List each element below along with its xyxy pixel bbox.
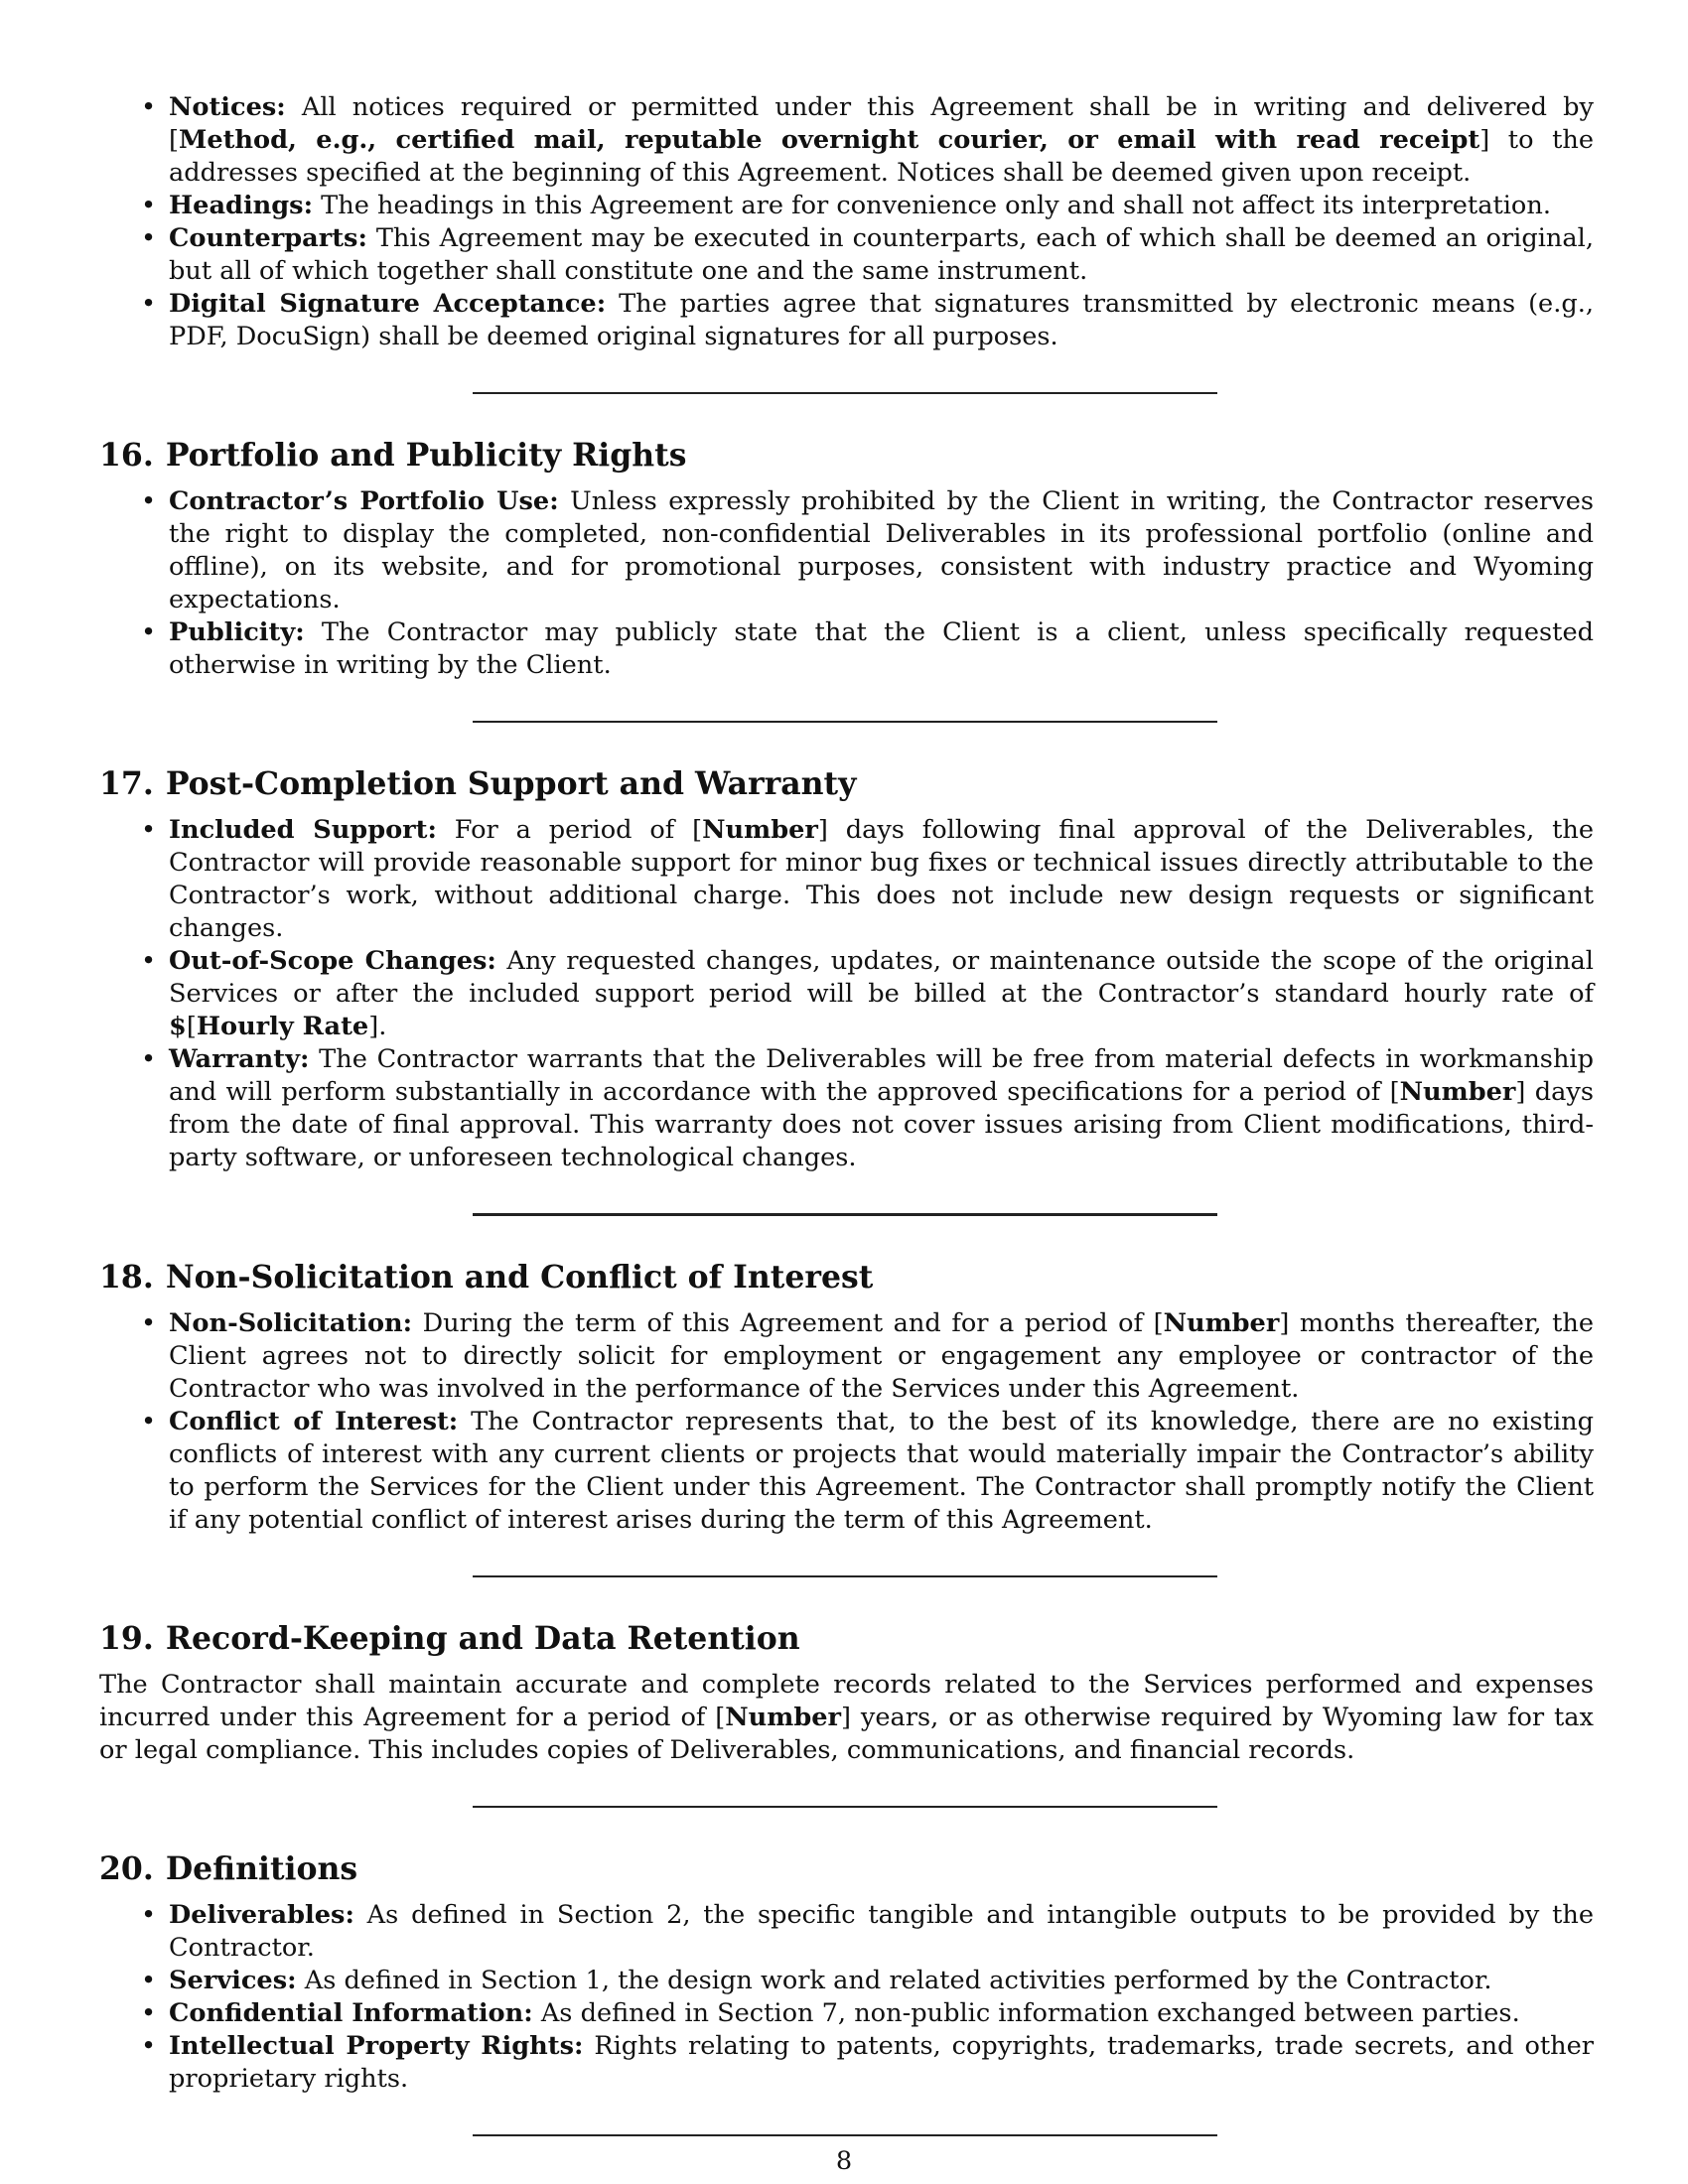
section-number: 17. [99, 765, 154, 802]
item-text: ] days following final approval of the Deliverables, the Contractor will provide reasonable support for minor bug fixes or technical issues directly attributable to the Contractor’s work, without additional charge. This does not include new design requests or significant changes. [169, 815, 1595, 943]
bullet-icon: • [141, 1044, 157, 1074]
paragraph-text: The Contractor shall maintain accurate and complete records related to the Services performed and expenses incurred under this Agreement for a period of [ [99, 1670, 1594, 1732]
item-label: Included Support: [169, 815, 437, 845]
list-item [141, 1043, 1594, 1174]
item-placeholder: Number [1399, 1077, 1516, 1107]
item-label: Contractor’s Portfolio Use: [169, 486, 559, 516]
item-text: The headings in this Agreement are for convenience only and shall not affect its interpretation. [313, 191, 1551, 220]
item-label: Non-Solicitation: [169, 1308, 413, 1338]
section-18-heading [99, 1258, 1594, 1297]
section-divider [473, 2134, 1217, 2136]
list-item [141, 616, 1594, 682]
list-item [141, 2030, 1595, 2096]
item-label: Notices: [169, 92, 286, 122]
section-title: Record-Keeping and Data Retention [165, 1620, 800, 1657]
section-number: 16. [99, 437, 154, 474]
section-17-list [99, 814, 1594, 1174]
section-number: 20. [99, 1850, 154, 1887]
paragraph-text: ] years, or as otherwise required by Wyoming law for tax or legal compliance. This includes copies of Deliverables, communications, and financial records. [99, 1703, 1594, 1765]
item-text: The Contractor may publicly state that the Client is a client, unless specifically requested otherwise in writing by the Client. [169, 617, 1594, 680]
item-label: Deliverables: [169, 1900, 354, 1930]
section-18-list [99, 1307, 1594, 1537]
section-title: Definitions [165, 1850, 358, 1887]
item-text: As defined in Section 2, the specific tangible and intangible outputs to be provided by the Contractor. [169, 1900, 1594, 1963]
item-text: ] months thereafter, the Client agrees not to directly solicit for employment or engagement any employee or contractor of the Contractor who was involved in the performance of the Services under this Agreement. [169, 1308, 1594, 1404]
item-label: Publicity: [169, 617, 305, 647]
section-16-list [99, 485, 1594, 682]
item-text: ]. [368, 1012, 387, 1041]
page-number: 8 [835, 2146, 853, 2176]
section-19-paragraph [99, 1669, 1594, 1767]
item-text: The Contractor represents that, to the best of its knowledge, there are no existing conflicts of interest with any current clients or projects that would materially impair the Contractor’s ability to perform the Services for the Client under this Agreement. The Contractor shall promptly notify the Client if any potential conflict of interest arises during the term of this Agreement. [169, 1407, 1595, 1535]
list-item [141, 1899, 1594, 1965]
list-item [141, 1965, 1594, 1997]
item-text: All notices required or permitted under this Agreement shall be in writing and delivered by [ [169, 92, 1594, 155]
section-number: 19. [99, 1620, 154, 1657]
bullet-icon: • [141, 617, 157, 647]
item-label: Headings: [169, 191, 314, 220]
item-label: Warranty: [169, 1044, 310, 1074]
item-label: Confidential Information: [169, 1998, 533, 2028]
item-label: Out-of-Scope Changes: [169, 946, 496, 976]
general-provisions-list [99, 91, 1594, 353]
paragraph-placeholder: Number [725, 1703, 842, 1732]
item-label: Intellectual Property Rights: [169, 2031, 584, 2061]
item-text: Any requested changes, updates, or maintenance outside the scope of the original Services or after the included support period will be billed at the Contractor’s standard hourly rate of [169, 946, 1594, 1009]
section-divider [473, 1806, 1217, 1808]
item-placeholder: Number [1163, 1308, 1280, 1338]
list-item [141, 485, 1595, 616]
item-text: Unless expressly prohibited by the Client in writing, the Contractor reserves the right to display the completed, non-confidential Deliverables in its professional portfolio (online and offline), on its website, and for promotional purposes, consistent with industry practice and Wyoming expectations. [169, 486, 1595, 614]
item-text: ] to the addresses specified at the beginning of this Agreement. Notices shall be deemed given upon receipt. [169, 125, 1594, 188]
item-text: During the term of this Agreement and for a period of [ [412, 1308, 1164, 1338]
bullet-icon: • [141, 2031, 157, 2061]
bullet-icon: • [141, 1308, 157, 1338]
list-item [141, 190, 1594, 222]
bullet-icon: • [141, 815, 157, 845]
item-text: The parties agree that signatures transmitted by electronic means (e.g., PDF, DocuSign) shall be deemed original signatures for all purposes. [169, 289, 1594, 351]
list-item [141, 288, 1594, 353]
item-label: Digital Signature Acceptance: [169, 289, 607, 319]
section-title: Non-Solicitation and Conflict of Interest [165, 1259, 874, 1296]
item-text: As defined in Section 1, the design work and related activities performed by the Contractor. [296, 1966, 1492, 1995]
document-page [99, 91, 1594, 2136]
item-text: Rights relating to patents, copyrights, trademarks, trade secrets, and other proprietary rights. [169, 2031, 1595, 2094]
item-placeholder: Number [702, 815, 818, 845]
bullet-icon: • [141, 946, 157, 976]
item-placeholder: $ [169, 1012, 187, 1041]
item-text: The Contractor warrants that the Deliverables will be free from material defects in workmanship and will perform substantially in accordance with the approved specifications for a period of [ [169, 1044, 1594, 1107]
list-item [141, 1997, 1594, 2030]
list-item [141, 814, 1595, 945]
item-text: As defined in Section 7, non-public information exchanged between parties. [532, 1998, 1520, 2028]
bullet-icon: • [141, 486, 157, 516]
item-placeholder: Method, e.g., certified mail, reputable overnight courier, or email with read receipt [179, 125, 1480, 155]
bullet-icon: • [141, 223, 157, 253]
section-number: 18. [99, 1259, 154, 1296]
bullet-icon: • [141, 1998, 157, 2028]
section-divider [473, 1575, 1217, 1577]
section-divider [473, 1213, 1217, 1216]
list-item [141, 945, 1594, 1043]
bullet-icon: • [141, 1900, 157, 1930]
section-title: Portfolio and Publicity Rights [165, 437, 687, 474]
bullet-icon: • [141, 191, 157, 220]
list-item [141, 1307, 1594, 1406]
section-20-list [99, 1899, 1594, 2096]
item-label: Conflict of Interest: [169, 1407, 459, 1436]
item-text: For a period of [ [436, 815, 703, 845]
item-text: [ [186, 1012, 197, 1041]
bullet-icon: • [141, 289, 157, 319]
item-label: Counterparts: [169, 223, 367, 253]
bullet-icon: • [141, 1407, 157, 1436]
bullet-icon: • [141, 1966, 157, 1995]
section-19-heading [99, 1619, 1594, 1659]
list-item [141, 222, 1594, 288]
list-item [141, 1406, 1595, 1537]
item-placeholder: Hourly Rate [196, 1012, 369, 1041]
section-title: Post-Completion Support and Warranty [165, 765, 857, 802]
section-16-heading [99, 436, 1594, 476]
item-text: ] days from the date of final approval. This warranty does not cover issues arising from Client modifications, third-party software, or unforeseen technological changes. [169, 1077, 1594, 1172]
section-divider [473, 392, 1217, 394]
section-divider [473, 721, 1217, 723]
list-item [141, 91, 1594, 190]
section-17-heading [99, 764, 1594, 804]
section-20-heading [99, 1849, 1594, 1889]
item-label: Services: [169, 1966, 297, 1995]
item-text: This Agreement may be executed in counterparts, each of which shall be deemed an original, but all of which together shall constitute one and the same instrument. [169, 223, 1594, 286]
bullet-icon: • [141, 92, 157, 122]
